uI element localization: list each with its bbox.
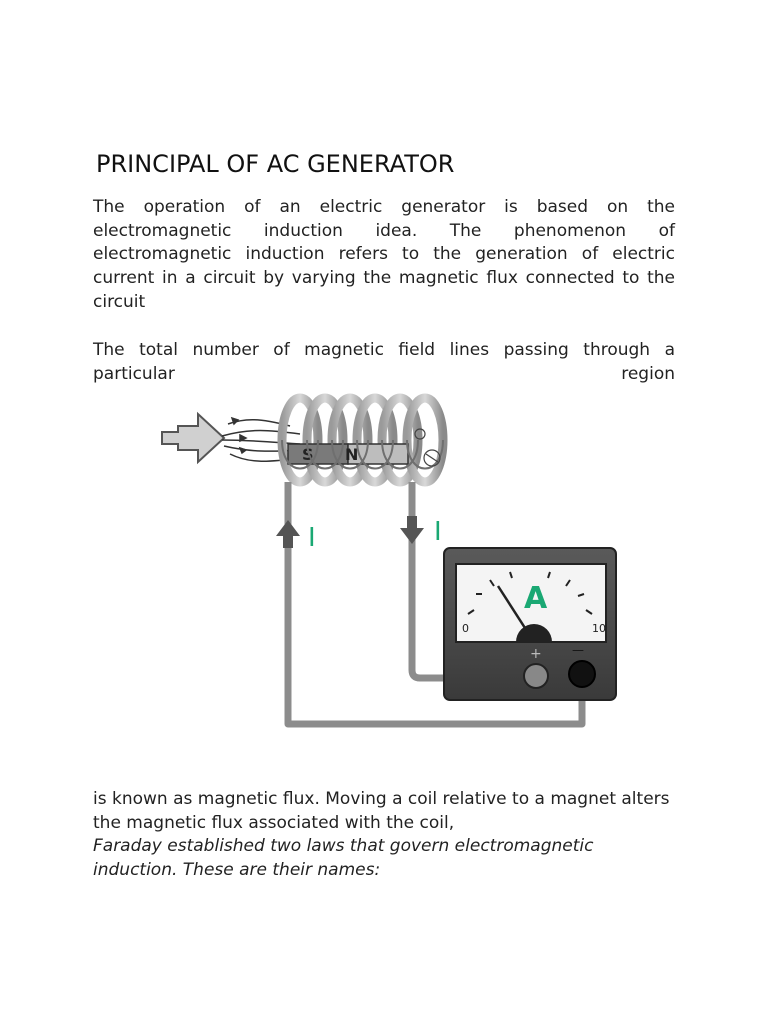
negative-terminal-label: —	[572, 643, 584, 657]
motion-arrow-icon	[162, 414, 224, 462]
page-title: PRINCIPAL OF AC GENERATOR	[96, 150, 455, 178]
ammeter	[444, 548, 616, 700]
scale-min-label: 0	[462, 622, 469, 635]
current-arrow-down-icon	[400, 516, 424, 544]
paragraph-magnetic-flux: is known as magnetic flux. Moving a coil relative to a magnet alters the magnetic flux associated with the coil,	[93, 789, 670, 833]
magnet-north-label: N	[345, 445, 359, 464]
meter-unit-label: A	[524, 581, 548, 616]
paragraph-faraday-laws: Faraday established two laws that govern electromagnetic induction. These are their names:	[93, 836, 594, 880]
paragraph-operation: The operation of an electric generator is based on the electromagnetic induction idea. The phenomenon of electromagnetic induction refers to the generation of electric current in a circuit by varying the magnetic flux connected to the circuit	[93, 197, 675, 312]
positive-terminal-label: +	[530, 646, 542, 662]
paragraph-field-lines: The total number of magnetic field lines passing through a particular region	[93, 340, 675, 384]
induction-diagram	[150, 388, 630, 738]
current-label-right: I	[434, 517, 442, 547]
current-label-left: I	[308, 523, 316, 553]
magnet-south-label: S	[302, 445, 314, 464]
current-arrow-up-icon	[276, 520, 300, 548]
positive-terminal	[524, 664, 548, 688]
scale-max-label: 10	[592, 622, 606, 635]
negative-terminal	[569, 661, 595, 687]
